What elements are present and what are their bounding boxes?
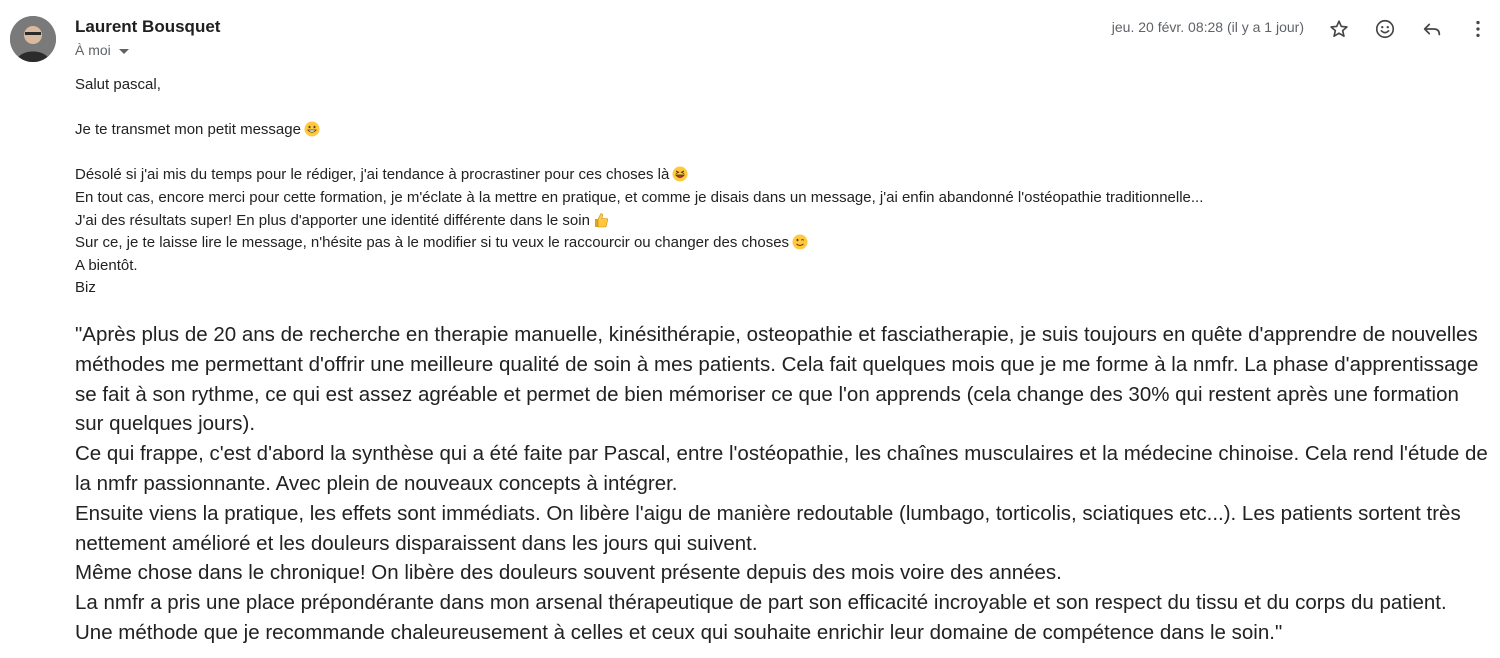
body-line: Sur ce, je te laisse lire le message, n'hésite pas à le modifier si tu veux le raccourcir ou changer des choses [75, 232, 1475, 255]
body-line: J'ai des résultats super! En plus d'apporter une identité différente dans le soin [75, 210, 1475, 233]
body-line: Je te transmet mon petit message [75, 119, 1475, 142]
greeting-line: Salut pascal, [75, 76, 161, 93]
thumbs-up-emoji-icon [593, 212, 609, 228]
body-line: A bientôt. [75, 256, 138, 274]
quote-paragraph: La nmfr a pris une place prépondérante dans mon arsenal thérapeutique de part son efficacité incroyable et son respect du tissu et du corps du patient. [75, 591, 1447, 615]
star-icon[interactable] [1327, 17, 1351, 41]
message-intro [75, 74, 1475, 300]
quote-paragraph: Ensuite viens la pratique, les effets sont immédiats. On libère l'aigu de manière redoutable (lumbago, torticolis, sciatiques etc...). Les patients sortent très nettement amélioré et les douleurs disparaissent dans les jours qui suivent. [75, 501, 1461, 555]
recipient-dropdown[interactable] [75, 42, 129, 58]
chevron-down-icon[interactable] [119, 49, 129, 54]
body-line: Désolé si j'ai mis du temps pour le rédiger, j'ai tendance à procrastiner pour ces choses là [75, 164, 1475, 187]
body-line: En tout cas, encore merci pour cette formation, je m'éclate à la mettre en pratique, et comme je disais dans un message, j'ai enfin abandonné l'ostéopathie traditionnelle... [75, 188, 1204, 206]
avatar[interactable] [10, 16, 56, 62]
sender-name[interactable]: Laurent Bousquet [75, 17, 221, 36]
laughing-emoji-icon [672, 166, 688, 182]
testimonial-quote [75, 320, 1490, 648]
body-line: Biz [75, 279, 96, 297]
message-date: jeu. 20 févr. 08:28 (il y a 1 jour) [1111, 19, 1304, 35]
emoji-icon[interactable] [1373, 17, 1397, 41]
reply-icon[interactable] [1420, 17, 1444, 41]
quote-paragraph: Une méthode que je recommande chaleureusement à celles et ceux qui souhaite enrichir leur domaine de compétence dans le soin." [75, 620, 1283, 644]
winking-emoji-icon [792, 234, 808, 250]
quote-paragraph: "Après plus de 20 ans de recherche en therapie manuelle, kinésithérapie, osteopathie et fasciatherapie, je suis toujours en quête d'apprendre de nouvelles méthodes me permettant d'offrir une meilleure qualité de soin à mes patients. Cela fait quelques mois que je me forme à la nmfr. La phase d'apprentissage se fait à son rythme, ce qui est assez agréable et permet de bien mémoriser ce que l'on apprends (cela change des 30% qui restent après une formation sur quelques jours). [75, 323, 1479, 436]
quote-paragraph: Ce qui frappe, c'est d'abord la synthèse qui a été faite par Pascal, entre l'ostéopathie, les chaînes musculaires et la médecine chinoise. Cela rend l'étude de la nmfr passionnante. Avec plein de nouveaux concepts à intégrer. [75, 442, 1488, 495]
more-vert-icon[interactable] [1466, 17, 1490, 41]
quote-paragraph: Même chose dans le chronique! On libère des douleurs souvent présente depuis des mois voire des années. [75, 561, 1062, 585]
grinning-emoji-icon [304, 121, 320, 137]
recipient-label: À moi [75, 42, 111, 58]
